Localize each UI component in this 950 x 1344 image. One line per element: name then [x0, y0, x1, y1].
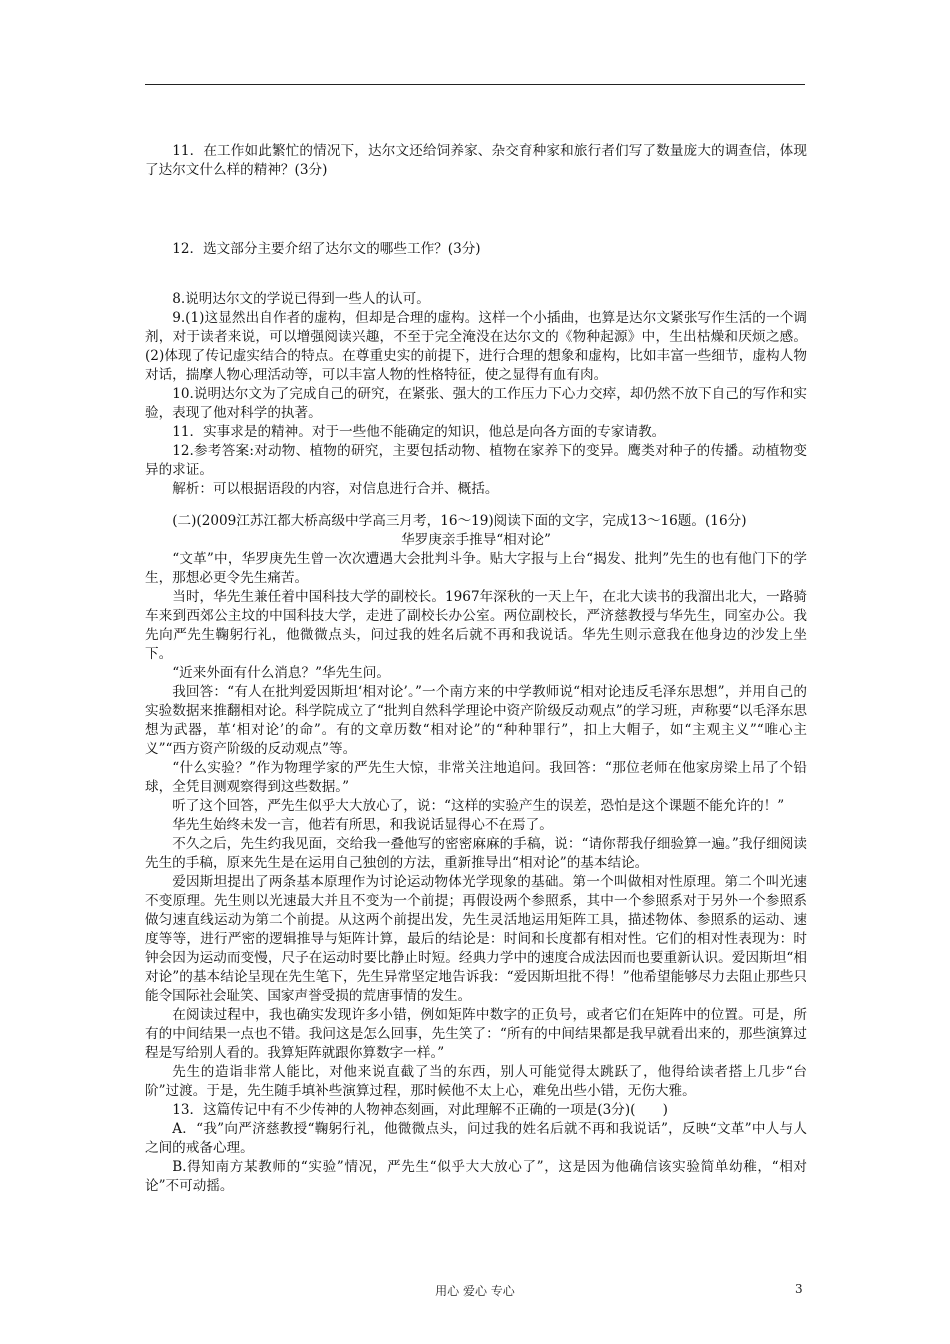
question-13: 13．这篇传记中有不少传神的人物神态刻画，对此理解不正确的一项是(3分)( )	[172, 1102, 668, 1118]
section-2-intro: (二)(2009江苏江都大桥高级中学高三月考，16～19)阅读下面的文字，完成13～16题。(16分)	[172, 513, 747, 529]
page-number: 3	[795, 1282, 803, 1296]
article-paragraph: “近来外面有什么消息？”华先生问。	[172, 665, 390, 681]
article-paragraph: “什么实验？”作为物理学家的严先生大惊，非常关注地追问。我回答：“那位老师在他家房梁上吊了个铅球，全凭目测观察得到这些数据。”	[145, 760, 807, 795]
answer-explanation: 解析：可以根据语段的内容，对信息进行合并、概括。	[172, 481, 499, 497]
answer-10: 10.说明达尔文为了完成自己的研究，在紧张、强大的工作压力下心力交瘁，却仍然不放下自己的写作和实验，表现了他对科学的执著。	[145, 386, 807, 421]
article-title: 华罗庚亲手推导“相对论”	[401, 532, 551, 548]
question-13-option-a: A．“我”向严济慈教授“鞠躬行礼，他微微点头，问过我的姓名后就不再和我说话”，反映“文革”中人与人之间的戒备心理。	[145, 1121, 807, 1156]
article-paragraph: “文革”中，华罗庚先生曾一次次遭遇大会批判斗争。贴大字报与上台“揭发、批判”先生的也有他门下的学生，那想必更令先生痛苦。	[145, 551, 807, 586]
answer-9: 9.(1)这显然出自作者的虚构，但却是合理的虚构。这样一个小插曲，也算是达尔文紧张写作生活的一个调剂，对于读者来说，可以增强阅读兴趣，不至于完全淹没在达尔文的《物种起源》中，生出枯燥和厌烦之感。(2)体现了传记虚实结合的特点。在尊重史实的前提下，进行合理的想象和虚构，比如丰富一些细节，虚构人物对话，揣摩人物心理活动等，可以丰富人物的性格特征，使之显得有血有肉。	[145, 310, 807, 383]
question-11: 11．在工作如此繁忙的情况下，达尔文还给饲养家、杂交育种家和旅行者们写了数量庞大的调查信，体现了达尔文什么样的精神？(3分)	[145, 143, 807, 178]
answer-8: 8.说明达尔文的学说已得到一些人的认可。	[172, 291, 430, 307]
article-paragraph: 当时，华先生兼任着中国科技大学的副校长。1967年深秋的一天上午，在北大读书的我溜出北大，一路骑车来到西郊公主坟的中国科技大学，走进了副校长办公室。两位副校长，严济慈教授与华先生，同室办公。我先向严先生鞠躬行礼，他微微点头，问过我的姓名后就不再和我说话。华先生则示意我在他身边的沙发上坐下。	[145, 589, 807, 662]
answer-12: 12.参考答案:对动物、植物的研究，主要包括动物、植物在家养下的变异。鹰类对种子的传播。动植物变异的求证。	[145, 443, 807, 478]
article-paragraph: 先生的造诣非常人能比，对他来说直截了当的东西，别人可能觉得太跳跃了，他得给读者搭上几步“台阶”过渡。于是，先生随手填补些演算过程，那时候他不太上心，难免出些小错，无伤大雅。	[145, 1064, 807, 1099]
header-rule	[145, 84, 805, 85]
answer-key	[145, 290, 807, 499]
article-paragraph: 爱因斯坦提出了两条基本原理作为讨论运动物体光学现象的基础。第一个叫做相对性原理。第二个叫光速不变原理。先生则以光速最大并且不变为一个前提；再假设两个参照系，其中一个参照系对于另外一个参照系做匀速直线运动为第二个前提。从这两个前提出发，先生灵活地运用矩阵工具，描述物体、参照系的运动、速度等等，进行严密的逻辑推导与矩阵计算，最后的结论是：时间和长度都有相对性。它们的相对性表现为：时钟会因为运动而变慢，尺子在运动时要比静止时短。经典力学中的速度合成法因而也要重新认识。爱因斯坦“相对论”的基本结论呈现在先生笔下，先生异常坚定地告诉我：“爱因斯坦批不得！”他希望能够尽力去阻止那些只能令国际社会耻笑、国家声誉受损的荒唐事情的发生。	[145, 874, 807, 1004]
section-2	[145, 512, 807, 1196]
page-footer: 用心 爱心 专心	[435, 1284, 515, 1298]
question-13-option-b: B.得知南方某教师的“实验”情况，严先生“似乎大大放心了”，这是因为他确信该实验简单幼稚，“相对论”不可动摇。	[145, 1159, 807, 1194]
article-paragraph: 在阅读过程中，我也确实发现许多小错，例如矩阵中数字的正负号，或者它们在矩阵中的位置。可是，所有的中间结果一点也不错。我问这是怎么回事，先生笑了：“所有的中间结果都是我早就看出来的，那些演算过程是写给别人看的。我算矩阵就跟你算数字一样。”	[145, 1007, 807, 1061]
article-paragraph: 我回答：“有人在批判爱因斯坦‘相对论’。”一个南方来的中学教师说“相对论违反毛泽东思想”，并用自己的实验数据来推翻相对论。科学院成立了“批判自然科学理论中资产阶级反动观点”的学习班，声称要“以毛泽东思想为武器，革‘相对论’的命”。有的文章历数“相对论”的“种种罪行”，扣上大帽子，如“主观主义”“唯心主义”“西方资产阶级的反动观点”等。	[145, 684, 807, 757]
article-paragraph: 听了这个回答，严先生似乎大大放心了，说：“这样的实验产生的误差，恐怕是这个课题不能允许的！”	[172, 798, 785, 814]
article-paragraph: 不久之后，先生约我见面，交给我一叠他写的密密麻麻的手稿，说：“请你帮我仔细验算一遍。”我仔细阅读先生的手稿，原来先生是在运用自己独创的方法，重新推导出“相对论”的基本结论。	[145, 836, 807, 871]
question-12: 12．选文部分主要介绍了达尔文的哪些工作？(3分)	[172, 241, 481, 257]
answer-11: 11．实事求是的精神。对于一些他不能确定的知识，他总是向各方面的专家请教。	[172, 424, 666, 440]
article-paragraph: 华先生始终未发一言，他若有所思，和我说话显得心不在焉了。	[172, 817, 553, 833]
